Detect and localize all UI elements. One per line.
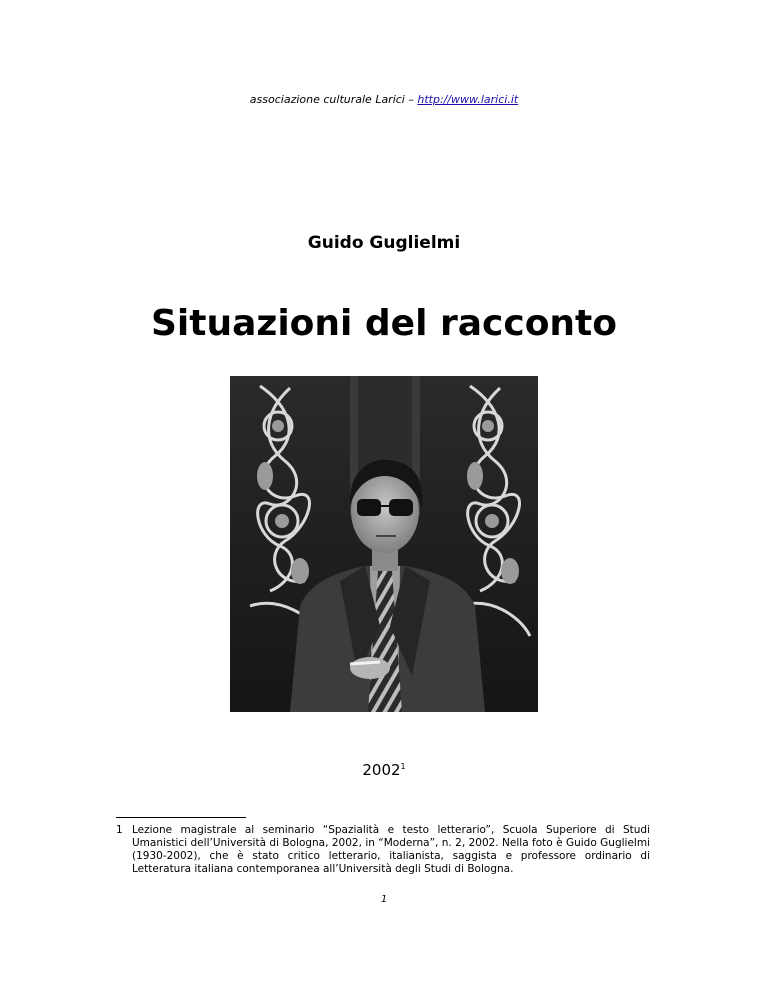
footnote-reference[interactable]: 1 xyxy=(400,762,406,771)
author-name: Guido Guglielmi xyxy=(307,233,461,253)
page-number: 1 xyxy=(380,894,388,905)
author-photo xyxy=(230,376,538,712)
website-link[interactable]: http://www.larici.it xyxy=(417,93,519,106)
footnote xyxy=(116,824,650,876)
footnote-number: 1 xyxy=(116,824,123,836)
header-association-text: associazione culturale Larici – xyxy=(249,93,418,106)
document-title: Situazioni del racconto xyxy=(150,303,617,344)
publication-year xyxy=(0,760,768,780)
footnote-separator xyxy=(116,817,246,818)
page-header xyxy=(0,93,768,107)
footnote-text: Lezione magistrale al seminario “Spazialità e testo letterario”, Scuola Superiore di Studi Umanistici dell’Università di Bologna, 2002, in “Moderna”, n. 2, 2002. Nella foto è Guido Guglielmi (1930-2002), che è stato critico letterario, italianista, saggista e professore ordinario di Letteratura italiana contemporanea all’Università degli Studi di Bologna. xyxy=(132,824,650,875)
year-text: 2002 xyxy=(362,761,401,779)
